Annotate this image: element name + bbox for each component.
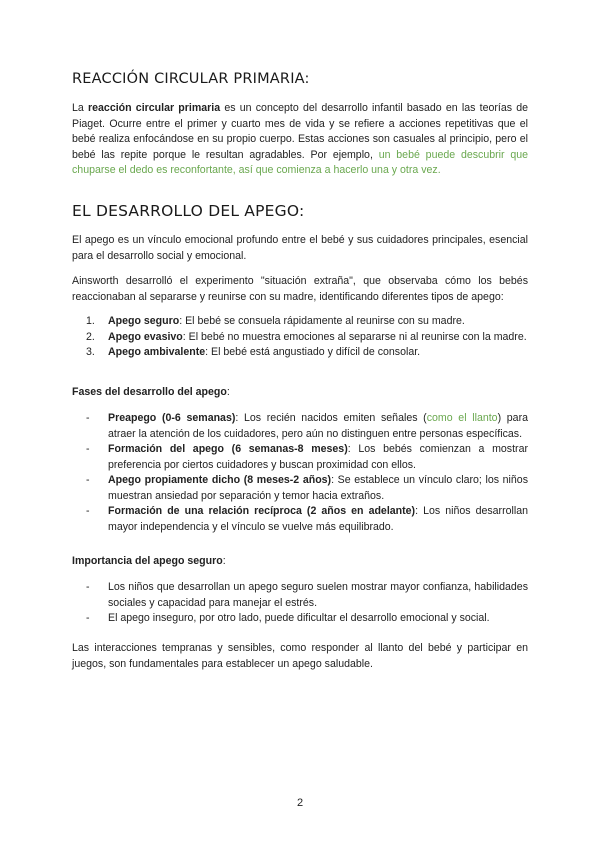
list-item — [72, 442, 528, 473]
list-marker: - — [86, 412, 90, 424]
example-highlight: un bebé puede descubrir que chuparse el dedo es reconfortante, así que comienza a hacerlo una y otra vez. — [72, 148, 528, 176]
list-item-term: Apego propiamente dicho (8 meses-2 años) — [108, 474, 332, 486]
list-marker: - — [86, 612, 90, 624]
list-item-term: Formación del apego (6 semanas-8 meses) — [108, 443, 348, 455]
list-item-term: Apego ambivalente — [108, 346, 206, 358]
list-item — [72, 314, 528, 330]
paragraph-closing: Las interacciones tempranas y sensibles, como responder al llanto del bebé y participar en juegos, son fundamentales para establecer un apego saludable. — [72, 642, 528, 670]
phases-heading-text: Fases del desarrollo del apego — [72, 386, 227, 398]
paragraph-apego-definition: El apego es un vínculo emocional profundo entre el bebé y sus cuidadores principales, esencial para el desarrollo social y emocional. — [72, 234, 528, 262]
list-marker: - — [86, 443, 90, 455]
term-reaccion-circular: reacción circular primaria — [88, 102, 221, 114]
list-item-text: Los niños que desarrollan un apego seguro suelen mostrar mayor confianza, habilidades sociales y capacidad para manejar el estrés. — [108, 581, 528, 609]
importance-heading — [72, 554, 528, 570]
attachment-types-list — [72, 314, 528, 361]
page-number: 2 — [296, 797, 304, 809]
phases-heading — [72, 385, 528, 401]
list-item-term: Apego seguro — [108, 315, 180, 327]
text-run: La — [72, 102, 89, 114]
list-marker: - — [86, 474, 90, 486]
list-item-text: : El bebé está angustiado y difícil de consolar. — [205, 346, 421, 358]
list-item-term: Preapego (0-6 semanas) — [108, 412, 236, 424]
importance-heading-text: Importancia del apego seguro — [72, 555, 223, 567]
list-item-term: Apego evasivo — [108, 330, 183, 343]
list-item — [72, 345, 528, 361]
importance-heading-colon: : — [222, 555, 226, 567]
list-item — [72, 473, 528, 504]
list-item — [72, 611, 528, 627]
list-item-text: : Los recién nacidos emiten señales ( — [235, 412, 427, 424]
list-item-text: : Se establece un vínculo claro; los niños muestran ansiedad por separación y temor hacia extraños. — [108, 474, 528, 502]
paragraph-ainsworth: Ainsworth desarrolló el experimento "situación extraña", que observaba cómo los bebés reaccionaban al separarse y reunirse con su madre, identificando diferentes tipos de apego: — [72, 275, 528, 303]
list-item — [72, 330, 528, 346]
list-item-text: : Los niños desarrollan mayor independencia y el vínculo se vuelve más equilibrado. — [108, 505, 528, 533]
attachment-phases-list — [72, 411, 528, 535]
list-item-text: : El bebé se consuela rápidamente al reunirse con su madre. — [179, 315, 465, 327]
list-item-text: El apego inseguro, por otro lado, puede dificultar el desarrollo emocional y social. — [108, 612, 490, 624]
section-title-reaccion-circular: REACCIÓN CIRCULAR PRIMARIA: — [72, 71, 310, 87]
importance-list — [72, 580, 528, 627]
text-run: es un concepto del desarrollo infantil basado en las teorías de Piaget. Ocurre entre el primer y cuarto mes de vida y se refiere a acciones repetitivas que el bebé realiza enfocándose en su propio cuerpo. Estas acciones son casuales al principio, pero el bebé las repite porque le resultan agradables. Por ejemplo, — [72, 102, 529, 161]
list-item-text: : El bebé no muestra emociones al separarse ni al reunirse con la madre. — [182, 330, 527, 343]
list-item — [72, 504, 528, 535]
list-item — [72, 411, 528, 442]
list-item-term: Formación de una relación recíproca (2 años en adelante) — [108, 505, 416, 517]
list-marker: 1. — [86, 315, 95, 327]
paragraph-reaccion-circular — [72, 101, 528, 179]
list-item — [72, 580, 528, 611]
list-item-highlight: como el llanto — [426, 412, 498, 424]
list-item-text: ) para atraer la atención de los cuidadores, pero aún no distinguen entre personas específicas. — [108, 412, 528, 440]
list-marker: 3. — [86, 346, 95, 358]
list-marker: - — [86, 505, 90, 517]
section-title-desarrollo-apego: EL DESARROLLO DEL APEGO: — [72, 202, 305, 220]
list-marker: 2. — [86, 330, 95, 343]
list-marker: - — [86, 581, 90, 593]
list-item-text: : Los bebés comienzan a mostrar preferencia por ciertos cuidadores y buscan proximidad con ellos. — [108, 443, 528, 471]
phases-heading-colon: : — [226, 386, 230, 398]
